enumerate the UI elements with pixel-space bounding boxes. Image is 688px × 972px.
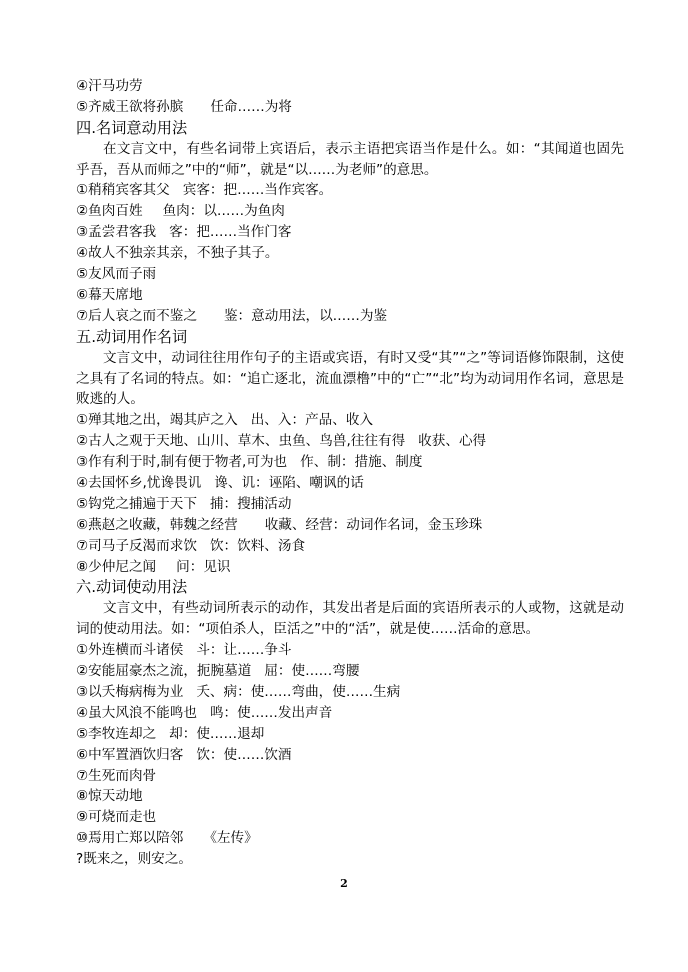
example-text: ⑦后人哀之而不鉴之: [76, 307, 197, 324]
example-line: [76, 682, 624, 703]
example-text: ⑤钩党之捕遍于天下: [76, 495, 197, 512]
example-text: ②安能屈豪杰之流，扼腕墓道: [76, 663, 252, 680]
example-gloss: 斗：让……争斗: [196, 642, 292, 659]
example-gloss: 收藏、经营：动词作名词，金玉珍珠: [264, 516, 483, 533]
section-heading: 五.动词用作名词: [76, 327, 188, 346]
example-gloss: 饮：饮料、汤食: [209, 537, 306, 554]
example-text: ⑧惊天动地: [76, 788, 143, 805]
example-text: ④故人不独亲其亲，不独子其子。: [76, 245, 279, 262]
example-text: ②古人之观于天地、山川、草木、虫鱼、鸟兽,往往有得: [76, 433, 406, 450]
section-paragraph: [76, 348, 624, 411]
example-text: ⑤友风而子雨: [76, 266, 157, 283]
example-gloss: 鉴：意动用法，以……为鉴: [223, 307, 388, 324]
example-text: ⑥中军置酒饮归客: [76, 746, 184, 763]
example-line: [76, 410, 624, 431]
example-gloss: 宾客：把……当作宾客。: [182, 182, 333, 199]
section-paragraph: [76, 139, 624, 181]
example-line: [76, 640, 624, 661]
example-line: [76, 243, 624, 264]
paragraph-text: 文言文中，动词往往用作句子的主语或宾语，有时又受“其”“之”等词语修饰限制，这使之具有了名词的特点。如：“追亡逐北，流血漂橹”中的“亡”“北”均为动词用作名词，意思是败逃的人。: [76, 349, 624, 408]
example-line: [76, 557, 624, 578]
example-line: [76, 201, 624, 222]
page-number: 2: [340, 877, 348, 890]
example-gloss: 收获、心得: [418, 433, 487, 450]
example-line: [76, 745, 624, 766]
example-line: [76, 766, 624, 787]
example-gloss: 饮：使……饮酒: [196, 746, 292, 763]
example-text: ③孟尝君客我: [76, 224, 157, 241]
example-line: [76, 222, 624, 243]
example-gloss: 任命……为将: [210, 98, 292, 115]
paragraph-text: 在文言文中，有些名词带上宾语后，表示主语把宾语当作是什么。如：“其闻道也固先乎吾，吾从而师之”中的“师”，就是“以……为老师”的意思。: [76, 140, 624, 178]
example-text: ⑤李牧连却之: [76, 725, 157, 742]
example-text: ⑦司马子反渴而求饮: [76, 537, 197, 554]
example-line: [76, 828, 624, 849]
example-gloss: 却：使……退却: [169, 725, 265, 742]
example-text: ⑥燕赵之收藏，韩魏之经营: [76, 516, 238, 533]
section-heading: 四.名词意动用法: [76, 118, 188, 137]
example-text: ①殚其地之出，竭其庐之入: [76, 412, 238, 429]
example-text: ②鱼肉百姓: [76, 203, 143, 220]
example-text: ⑧少仲尼之闻: [76, 558, 157, 575]
paragraph-text: 文言文中，有些动词所表示的动作，其发出者是后面的宾语所表示的人或物，这就是动词的使动用法。如：“项伯杀人，臣活之”中的“活”，就是使……活命的意思。: [76, 600, 624, 638]
example-gloss: 谗、讥：诬陷、嘲讽的话: [214, 475, 364, 491]
example-line: [76, 285, 624, 306]
example-line: [76, 264, 624, 285]
document-body: [76, 76, 624, 870]
example-text: ④去国怀乡,忧谗畏讥: [76, 475, 202, 491]
example-text: ⑥幕天席地: [76, 286, 143, 303]
example-text: ?既来之，则安之。: [76, 851, 192, 868]
example-line: [76, 306, 624, 327]
example-line: [76, 849, 624, 870]
example-text: ⑨可烧而走也: [76, 809, 157, 826]
example-line: [76, 807, 624, 828]
example-text: ⑤齐威王欲将孙膑: [76, 98, 184, 115]
example-gloss: 问：见识: [176, 558, 231, 575]
example-line: [76, 431, 624, 452]
example-line: [76, 97, 624, 118]
example-line: [76, 473, 624, 494]
example-text: ①外连横而斗诸侯: [76, 642, 184, 659]
example-line: [76, 786, 624, 807]
example-gloss: 作、制：措施、制度: [300, 454, 423, 471]
example-gloss: 鱼肉：以……为鱼肉: [162, 203, 285, 220]
example-line: [76, 703, 624, 724]
example-line: [76, 452, 624, 473]
example-text: ④汗马功劳: [76, 78, 143, 94]
example-gloss: 客：把……当作门客: [169, 224, 292, 241]
example-line: [76, 661, 624, 682]
example-text: ⑩焉用亡郑以陪邻: [76, 830, 184, 847]
example-gloss: 夭、病：使……弯曲，使……生病: [196, 683, 401, 700]
example-line: [76, 515, 624, 536]
example-text: ①稍稍宾客其父: [76, 182, 170, 199]
section-paragraph: [76, 598, 624, 640]
example-line: [76, 76, 624, 97]
section-heading: 六.动词使动用法: [76, 578, 188, 597]
example-line: [76, 494, 624, 515]
example-line: [76, 180, 624, 201]
example-source: 《左传》: [203, 830, 258, 847]
example-text: ③作有利于时,制有便于物者,可为也: [76, 454, 288, 471]
example-text: ③以夭梅病梅为业: [76, 683, 184, 700]
example-gloss: 捕：搜捕活动: [209, 495, 292, 512]
example-gloss: 鸣：使……发出声音: [209, 704, 333, 721]
example-line: [76, 724, 624, 745]
example-gloss: 屈：使……弯腰: [264, 663, 360, 680]
example-line: [76, 536, 624, 557]
example-text: ④虽大风浪不能鸣也: [76, 704, 197, 721]
example-gloss: 出、入：产品、收入: [250, 412, 374, 429]
example-text: ⑦生死而肉骨: [76, 767, 157, 784]
